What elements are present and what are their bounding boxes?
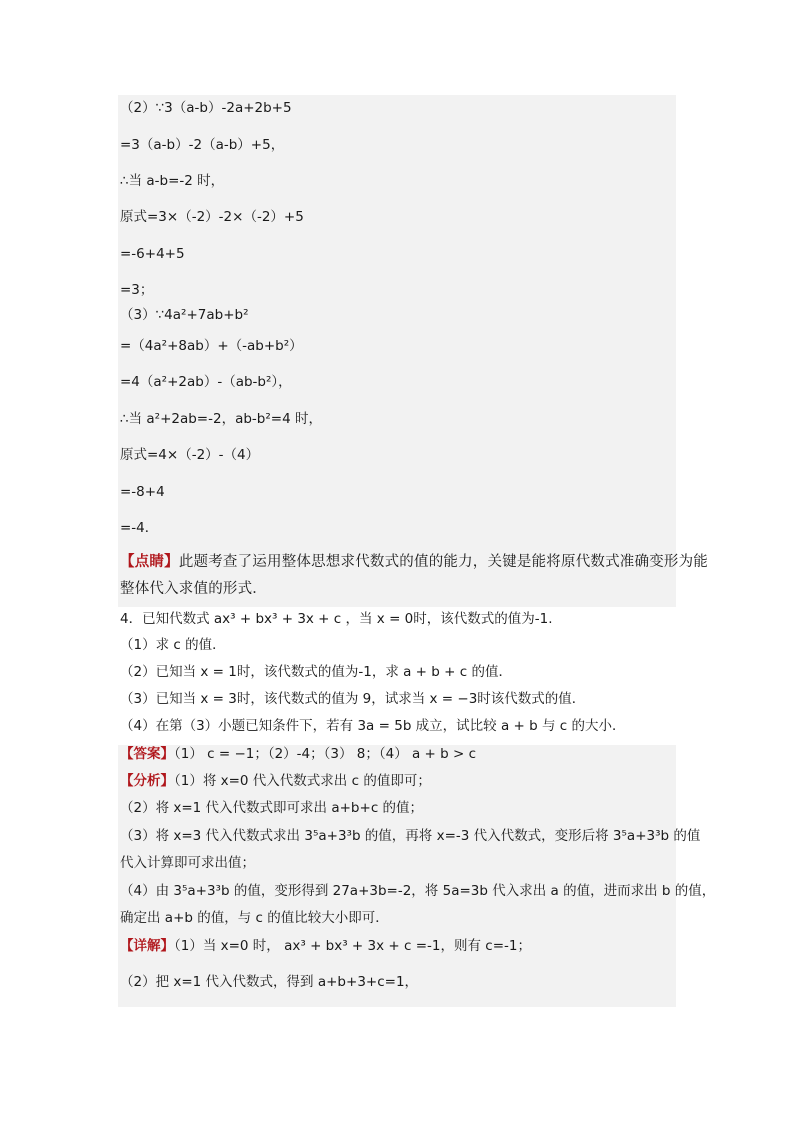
step-line: =-4．: [120, 520, 159, 536]
detail-text: （1）当 x=0 时， ax³ + bx³ + 3x + c =-1，则有 c=-1；: [174, 938, 531, 954]
step-line: =-6+4+5: [120, 246, 185, 262]
answer-line: [120, 745, 476, 763]
comment-line-2: 整体代入求值的形式．: [120, 581, 267, 597]
detail-line: （2）把 x=1 代入代数式，得到 a+b+3+c=1，: [120, 974, 419, 990]
answer-text: （1） c = −1；（2）-4；（3） 8；（4） a + b > c: [174, 746, 477, 762]
question-stem: 4．已知代数式 ax³ + bx³ + 3x + c ，当 x = 0时，该代数式的值为-1.: [120, 611, 553, 627]
question-part: （4）在第（3）小题已知条件下，若有 3a = 5b 成立，试比较 a + b 与 c 的大小．: [120, 718, 626, 734]
analysis-line: （4）由 3⁵a+3³b 的值，变形得到 27a+3b=-2，将 5a=3b 代入求出 a 的值，进而求出 b 的值，: [120, 883, 716, 899]
analysis-line: （3）将 x=3 代入代数式求出 3⁵a+3³b 的值，再将 x=-3 代入代数式，变形后将 3⁵a+3³b 的值: [120, 828, 701, 844]
step-line: =3；: [120, 282, 154, 298]
comment-text: 此题考查了运用整体思想求代数式的值的能力，关键是能将原代数式准确变形为能: [178, 554, 709, 570]
step-line: 原式=3×（-2）-2×（-2）+5: [120, 209, 304, 225]
question-part: （1）求 c 的值．: [120, 637, 226, 653]
step-line: =（4a²+8ab）+（-ab+b²）: [120, 338, 303, 354]
step-line: （2）∵3（a-b）-2a+2b+5: [120, 100, 292, 116]
step-line: =4（a²+2ab）-（ab-b²），: [120, 374, 292, 390]
step-line: （3）∵4a²+7ab+b²: [120, 307, 249, 323]
analysis-text: （1）将 x=0 代入代数式求出 c 的值即可；: [174, 773, 431, 789]
comment-tag: 【点睛】: [120, 554, 179, 570]
detail-tag: 【详解】: [120, 938, 174, 954]
analysis-line: 代入计算即可求出值；: [120, 855, 255, 871]
analysis-line: 确定出 a+b 的值，与 c 的值比较大小即可．: [120, 910, 389, 926]
question-part: （3）已知当 x = 3时，该代数式的值为 9，试求当 x = −3时该代数式的值．: [120, 691, 586, 707]
step-line: =3（a-b）-2（a-b）+5，: [120, 137, 285, 153]
comment-line-1: [120, 553, 708, 571]
question-part: （2）已知当 x = 1时，该代数式的值为-1，求 a + b + c 的值．: [120, 664, 512, 680]
step-line: 原式=4×（-2）-（4）: [120, 447, 260, 463]
step-line: =-8+4: [120, 484, 165, 500]
detail-line: [120, 937, 531, 955]
analysis-line: [120, 772, 431, 790]
answer-tag: 【答案】: [120, 746, 174, 762]
step-line: ∴当 a-b=-2 时，: [120, 173, 225, 189]
analysis-tag: 【分析】: [120, 773, 174, 789]
analysis-line: （2）将 x=1 代入代数式即可求出 a+b+c 的值；: [120, 800, 424, 816]
step-line: ∴当 a²+2ab=-2，ab-b²=4 时，: [120, 411, 322, 427]
